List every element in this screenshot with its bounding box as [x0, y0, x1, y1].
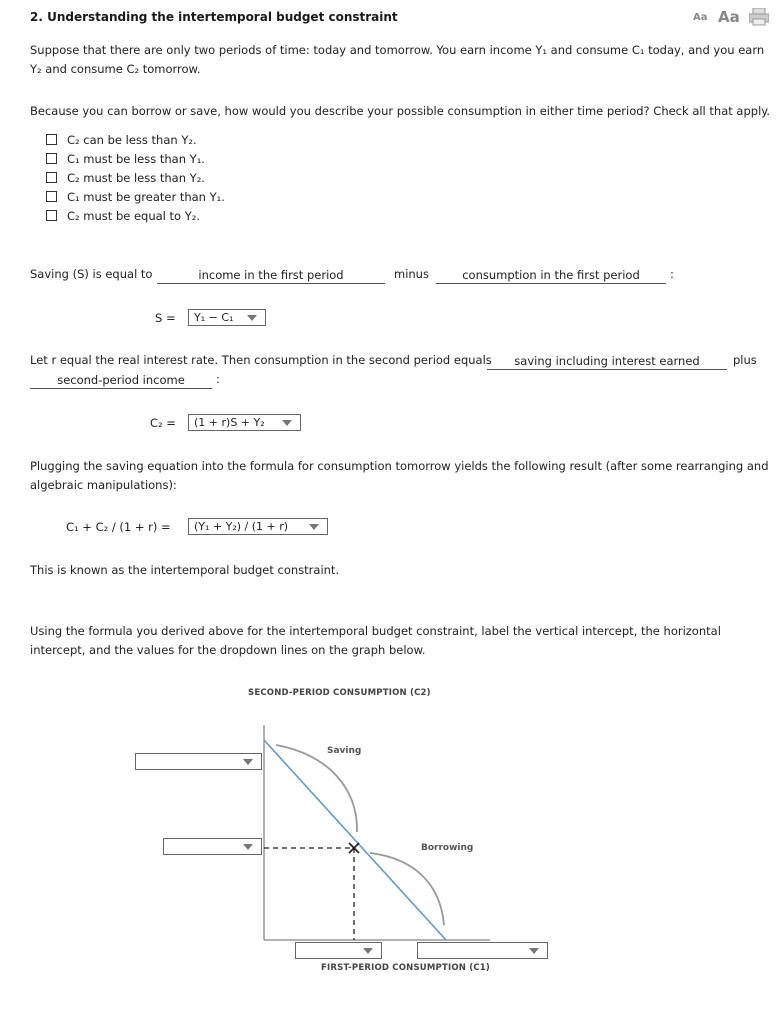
option-label: C₁ must be greater than Y₁.: [67, 189, 225, 204]
saving-prefix: Saving (S) is equal to: [30, 267, 153, 281]
second-period-end: :: [216, 372, 220, 386]
saving-middle: minus: [394, 267, 429, 281]
dropdown-value: (1 + r)S + Y₂: [194, 416, 265, 429]
second-period-blank-1[interactable]: saving including interest earned: [487, 353, 727, 370]
intro-line-1: Suppose that there are only two periods of time: today and tomorrow. You earn income Y₁ and consume C₁ today, and you earn: [30, 43, 765, 57]
y1-level-dropdown[interactable]: [295, 942, 382, 959]
option-label: C₂ can be less than Y₂.: [67, 132, 197, 147]
borrow-question: Because you can borrow or save, how would you describe your possible consumption in either time period? Check all that apply.: [30, 104, 771, 118]
saving-blank-1[interactable]: income in the first period: [157, 267, 385, 284]
option-label: C₂ must be equal to Y₂.: [67, 208, 201, 223]
option-label: C₁ must be less than Y₁.: [67, 151, 205, 166]
saving-arrow-arc: [276, 745, 357, 832]
y2-level-dropdown[interactable]: [163, 838, 262, 855]
saving-end: :: [670, 267, 674, 281]
intro-line-2: Y₂ and consume C₂ tomorrow.: [30, 62, 201, 76]
saving-blank-2[interactable]: consumption in the first period: [436, 267, 666, 284]
using-line-2: intercept, and the values for the dropdown lines on the graph below.: [30, 643, 426, 657]
second-period-blank-2[interactable]: second-period income: [30, 372, 212, 389]
chevron-down-icon: [243, 844, 253, 850]
budget-constraint-line: [264, 740, 446, 940]
dropdown-value: Y₁ − C₁: [194, 311, 234, 324]
using-line-1: Using the formula you derived above for the intertemporal budget constraint, label the vertical intercept, the horizontal: [30, 624, 721, 638]
borrowing-arrow-arc: [370, 853, 444, 925]
known-as-text: This is known as the intertemporal budget constraint.: [30, 563, 340, 577]
plugging-line-2: algebraic manipulations):: [30, 478, 177, 492]
horizontal-intercept-dropdown[interactable]: [417, 942, 548, 959]
saving-eq-label: S =: [155, 311, 176, 325]
plugging-line-1: Plugging the saving equation into the formula for consumption tomorrow yields the following result (after some rearranging and: [30, 459, 769, 473]
chevron-down-icon: [529, 948, 539, 954]
y-axis-label: SECOND-PERIOD CONSUMPTION (C2): [248, 688, 431, 698]
x-axis-label: FIRST-PERIOD CONSUMPTION (C1): [321, 963, 490, 973]
ibc-eq-label: C₁ + C₂ / (1 + r) =: [66, 520, 171, 534]
borrowing-label: Borrowing: [421, 843, 474, 853]
saving-label: Saving: [327, 746, 362, 756]
second-period-middle: plus: [733, 353, 757, 367]
option-label: C₂ must be less than Y₂.: [67, 170, 205, 185]
font-increase-button[interactable]: Aa: [718, 8, 740, 26]
question-title: 2. Understanding the intertemporal budget constraint: [30, 10, 398, 24]
vertical-intercept-dropdown[interactable]: [135, 753, 262, 770]
second-period-prefix: Let r equal the real interest rate. Then consumption in the second period equals: [30, 353, 492, 367]
dropdown-value: (Y₁ + Y₂) / (1 + r): [194, 520, 289, 533]
chevron-down-icon: [363, 948, 373, 954]
chevron-down-icon: [243, 759, 253, 765]
second-period-eq-label: C₂ =: [150, 416, 176, 430]
font-decrease-button[interactable]: Aa: [693, 12, 708, 23]
